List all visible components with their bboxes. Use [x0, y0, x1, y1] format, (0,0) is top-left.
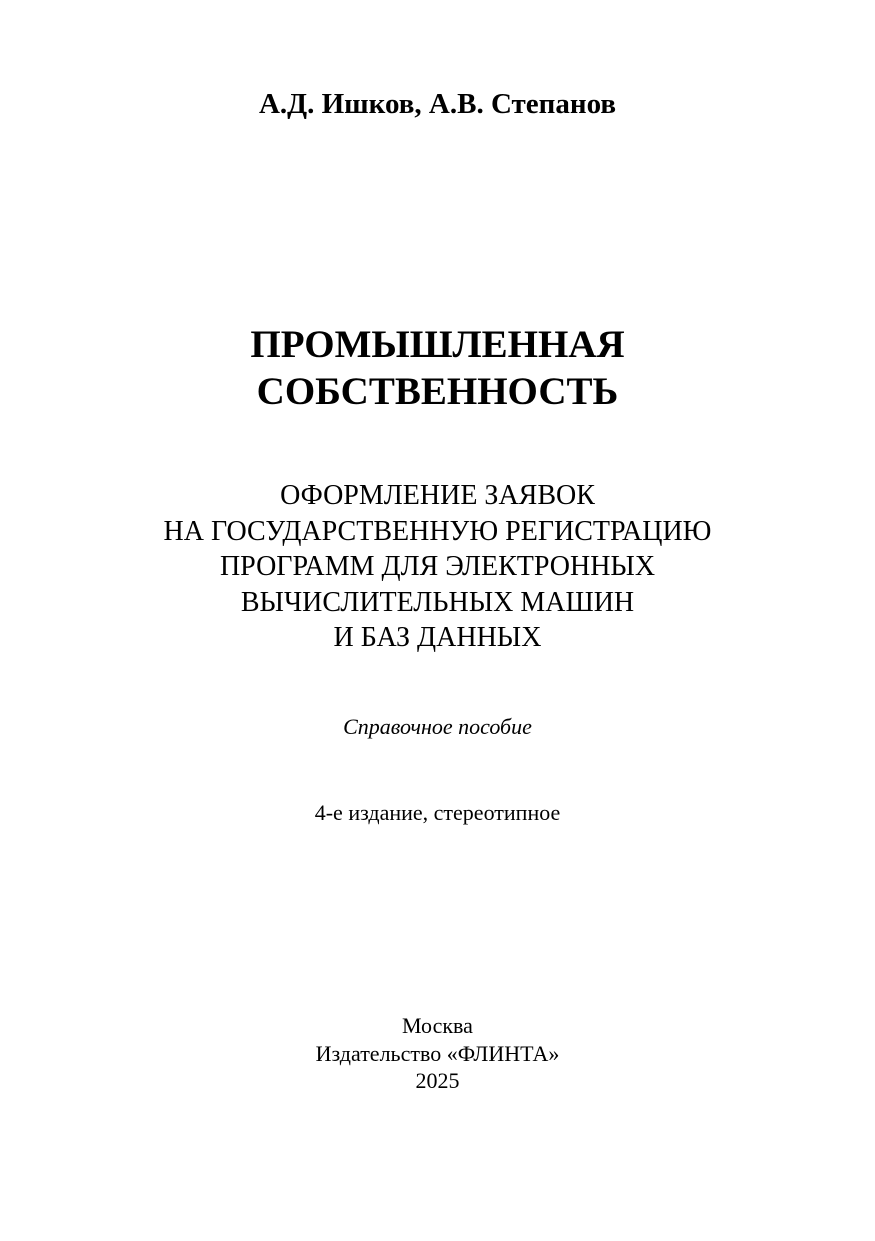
book-subtitle-line-4: ВЫЧИСЛИТЕЛЬНЫХ МАШИН [240, 586, 635, 618]
imprint-publisher: Издательство «ФЛИНТА» [315, 1040, 560, 1066]
authors: А.Д. Ишков, А.В. Степанов [258, 88, 617, 120]
book-subtitle-line-3: ПРОГРАММ ДЛЯ ЭЛЕКТРОННЫХ [219, 551, 656, 582]
book-subtitle-line-5: И БАЗ ДАННЫХ [333, 622, 542, 653]
imprint [0, 1012, 875, 1095]
imprint-city: Москва [402, 1013, 473, 1038]
book-title-line-1: ПРОМЫШЛЕННАЯ [250, 323, 625, 366]
book-subtitle-line-1: ОФОРМЛЕНИЕ ЗАЯВОК [280, 480, 595, 511]
book-subtitle [0, 478, 875, 656]
book-title [0, 321, 875, 415]
book-subtitle-line-2: НА ГОСУДАРСТВЕННУЮ РЕГИСТРАЦИЮ [163, 515, 712, 547]
document-type: Справочное пособие [343, 714, 532, 739]
edition-info: 4-е издание, стереотипное [314, 800, 561, 825]
book-title-line-2: СОБСТВЕННОСТЬ [256, 370, 619, 413]
imprint-year: 2025 [415, 1068, 460, 1093]
